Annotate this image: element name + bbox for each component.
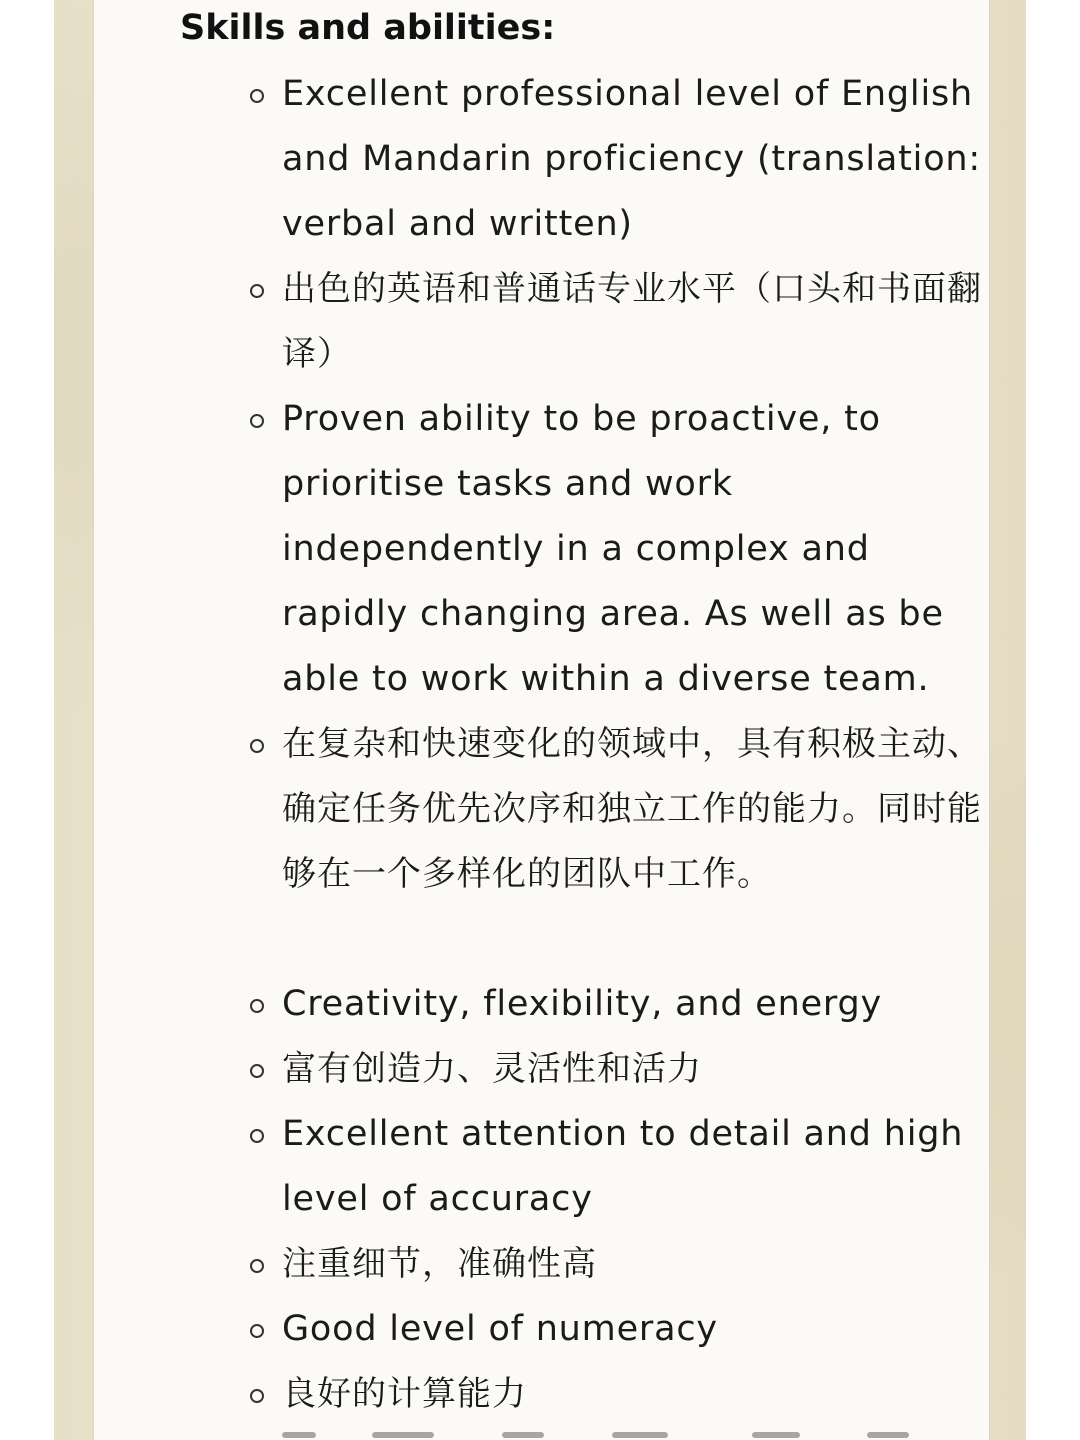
list-item-text: 出色的英语和普通话专业水平（口头和书面翻译） [282, 269, 982, 374]
list-item-text: Proven ability to be proactive, to prioritise tasks and work independently in a complex and rapidly changing area. As well as be able to work within a diverse team. [282, 399, 944, 699]
document-sheet [94, 0, 989, 1440]
hollow-bullet-icon [250, 89, 264, 103]
hollow-bullet-icon [250, 1259, 264, 1273]
list-item-text: Excellent professional level of English and Mandarin proficiency (translation: verbal and written) [282, 74, 981, 244]
hollow-bullet-icon [250, 739, 264, 753]
list-item-text: Creativity, flexibility, and energy [282, 984, 883, 1024]
hollow-bullet-icon [250, 1389, 264, 1403]
page-background [54, 0, 1026, 1440]
section-heading: Skills and abilities: [180, 8, 556, 48]
hollow-bullet-icon [250, 1129, 264, 1143]
cut-off-text-line [282, 1420, 922, 1440]
list-item-text: 富有创造力、灵活性和活力 [282, 1049, 702, 1089]
hollow-bullet-icon [250, 1324, 264, 1338]
hollow-bullet-icon [250, 284, 264, 298]
list-item-text: Excellent attention to detail and high level of accuracy [282, 1114, 964, 1219]
list-item-text: Good level of numeracy [282, 1309, 718, 1349]
hollow-bullet-icon [250, 414, 264, 428]
skills-list [94, 0, 989, 1440]
hollow-bullet-icon [250, 999, 264, 1013]
hollow-bullet-icon [250, 1064, 264, 1078]
list-item-text: 注重细节，准确性高 [282, 1244, 597, 1284]
list-item-text: 良好的计算能力 [282, 1374, 527, 1414]
list-item-text: 在复杂和快速变化的领域中，具有积极主动、确定任务优先次序和独立工作的能力。同时能够在一个多样化的团队中工作。 [282, 724, 982, 894]
